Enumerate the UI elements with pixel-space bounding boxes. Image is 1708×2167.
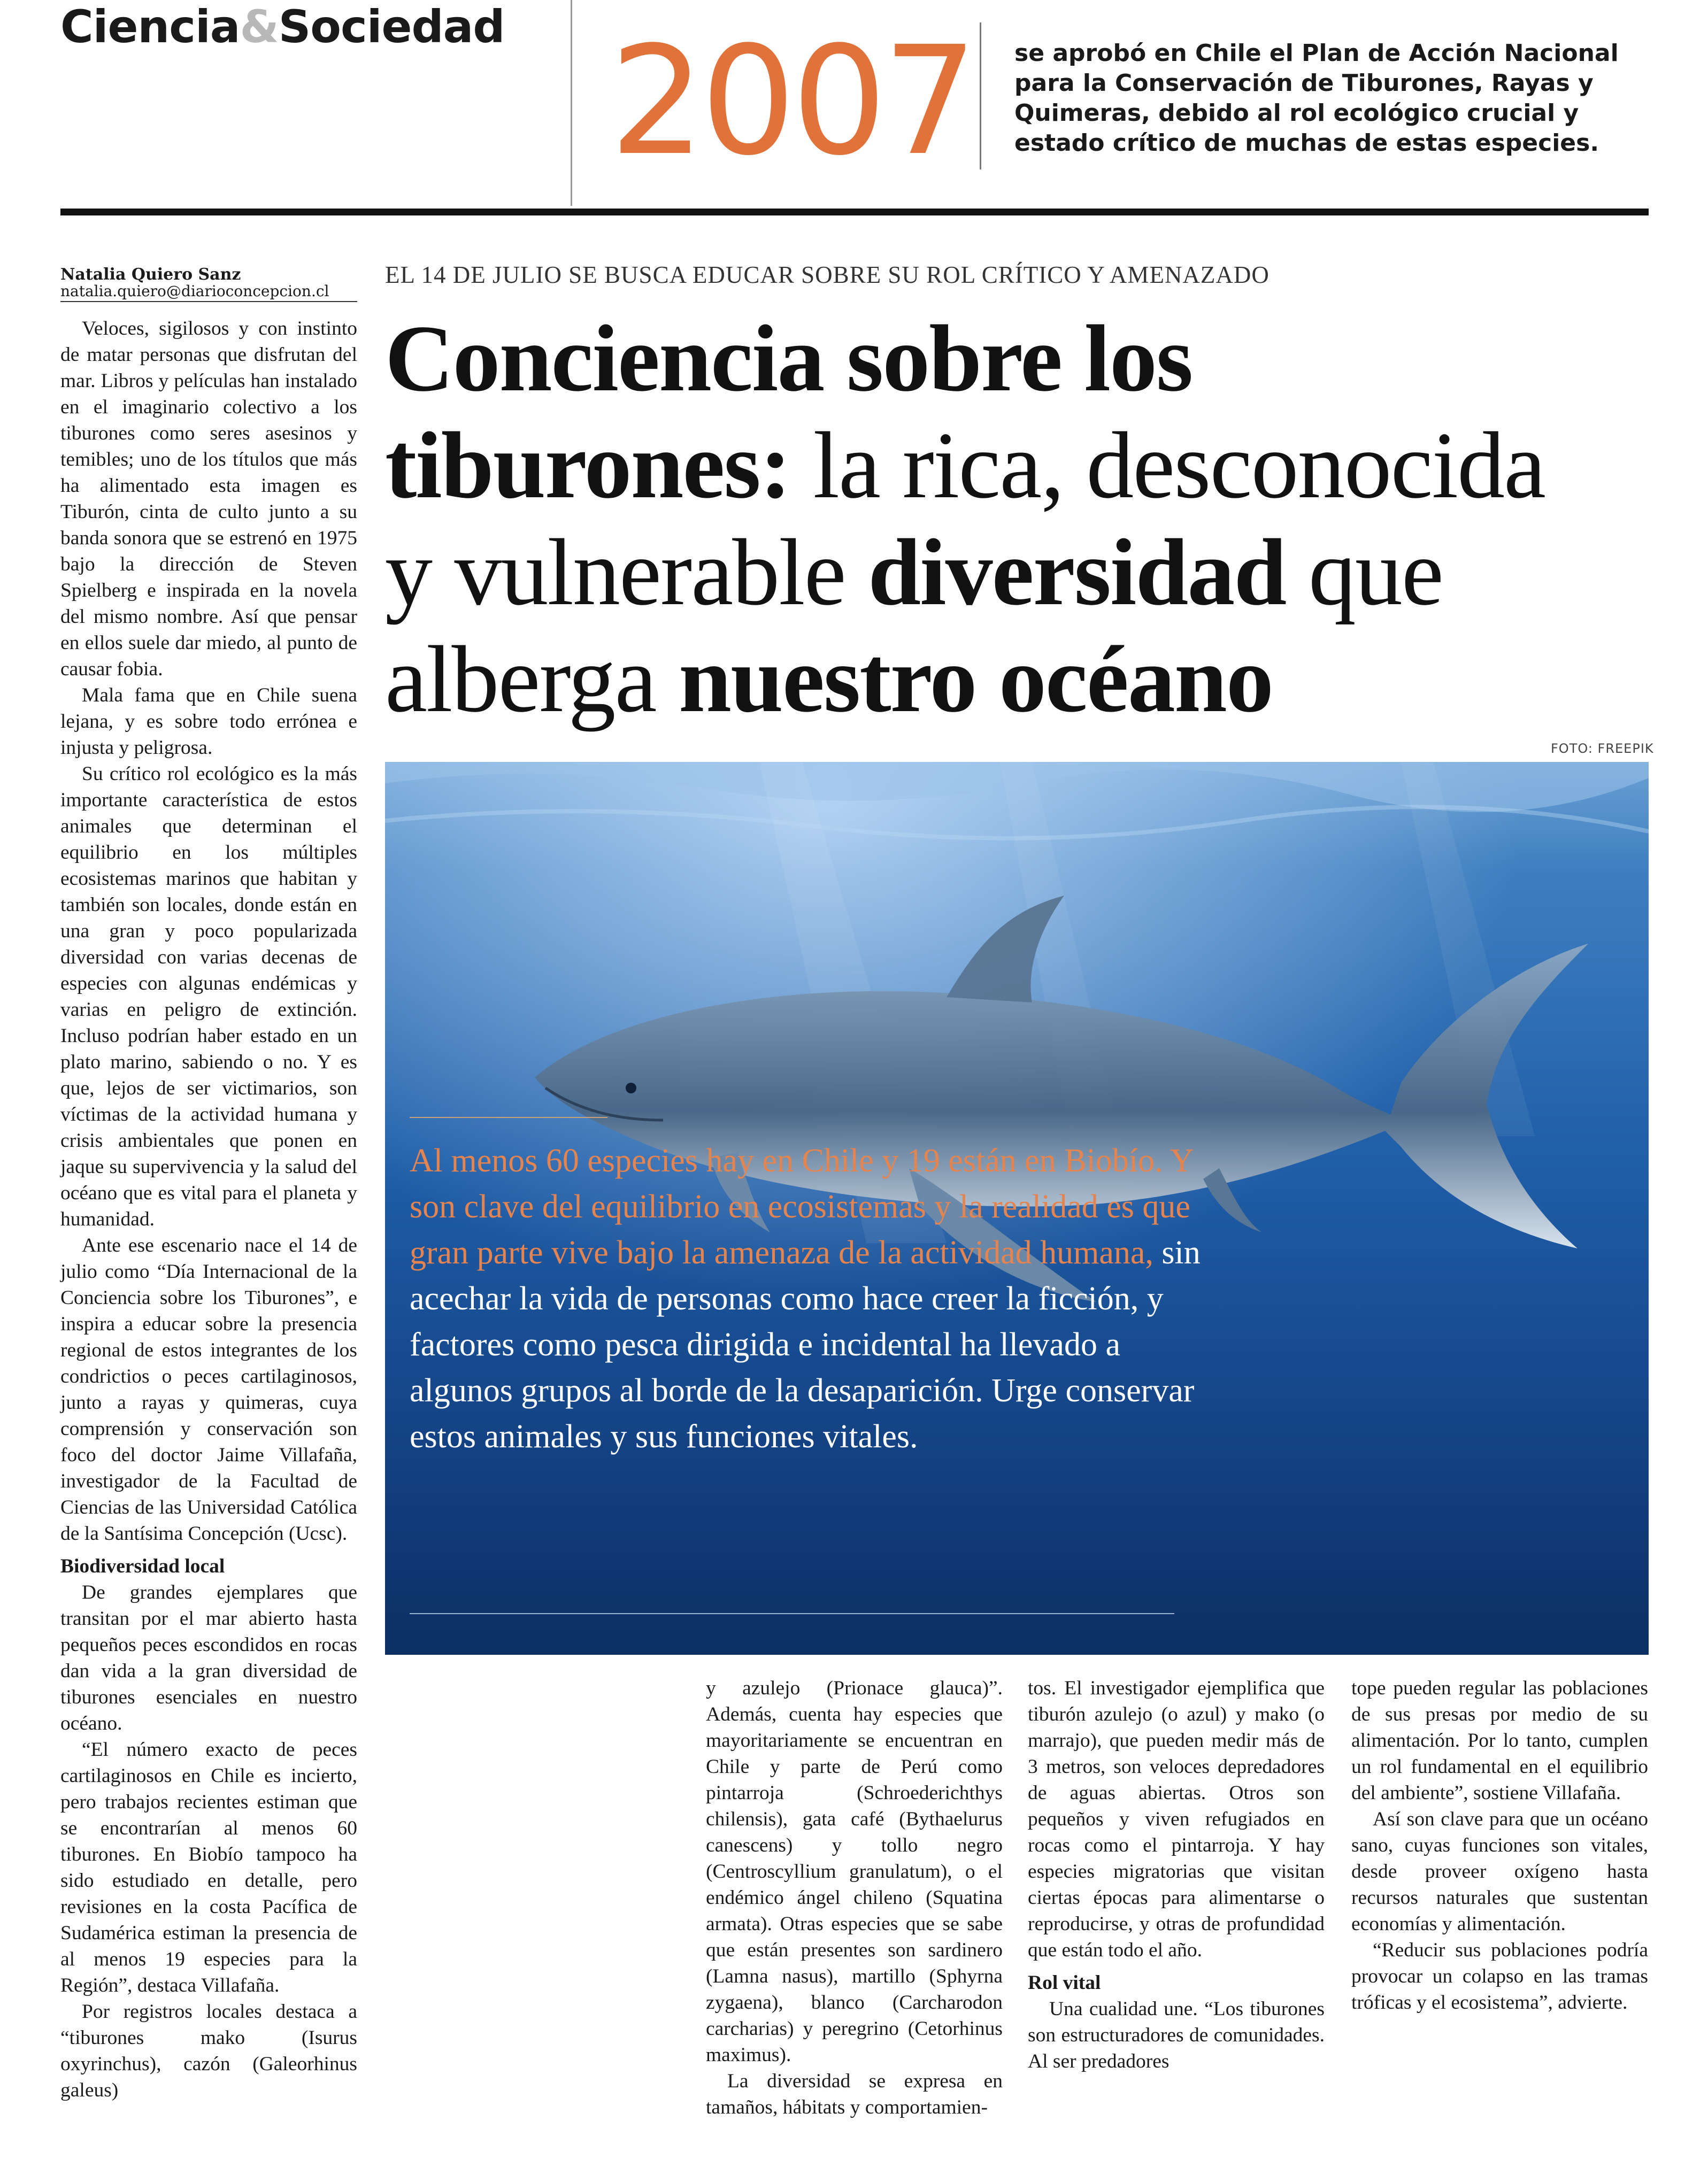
article-column-3 xyxy=(1028,1675,1325,2075)
section-ampersand: & xyxy=(240,1,279,53)
paragraph: Una cualidad une. “Los tiburones son estructuradores de comunidades. Al ser predadores xyxy=(1028,1998,1325,2072)
paragraph: tope pueden regular las poblaciones de sus presas por medio de su alimentación. Por lo tanto, cumplen un rol fundamental en el equilibrio del ambiente”, sostiene Villafaña. xyxy=(1351,1677,1648,1804)
pullquote-rule-top xyxy=(410,1117,607,1118)
paragraph: Mala fama que en Chile suena lejana, y es sobre todo errónea e injusta y peligrosa. xyxy=(60,684,357,759)
article-column-2 xyxy=(706,1675,1003,2120)
pullquote-rule-bottom xyxy=(410,1613,1174,1614)
headline-bold-tiburones: tiburones: xyxy=(385,412,791,518)
paragraph: Por registros locales destaca a “tiburones mako (Isurus oxyrinchus), cazón (Galeorhinus galeus) xyxy=(60,2001,357,2101)
paragraph: tos. El investigador ejemplifica que tiburón azulejo (o azul) y mako (o marrajo), que pueden medir más de 3 metros, son veloces depredadores de aguas abiertas. Otros son pequeños y viven refugiados en rocas como el pintarroja. Y hay especies migratorias que visitan ciertas épocas para alimentarse o reproducirse, y otras de profundidad que están todo el año. xyxy=(1028,1677,1325,1961)
article-column-4 xyxy=(1351,1675,1648,2016)
header-rule xyxy=(60,209,1649,215)
paragraph: Ante ese escenario nace el 14 de julio como “Día Internacional de la Conciencia sobre los Tiburones”, e inspira a educar sobre la presencia regional de estos integrantes de los condrictios o peces cartilaginosos, junto a rayas y quimeras, cuya comprensión y conservación son foco del doctor Jaime Villafaña, investigador de la Facultad de Ciencias de las Universidad Católica de la Santísima Concepción (Ucsc). xyxy=(60,1235,357,1545)
paragraph: Veloces, sigilosos y con instinto de matar personas que disfrutan del mar. Libros y películas han instalado en el imaginario colectivo a los tiburones como seres asesinos y temibles; uno de los títulos que más ha alimentado esta imagen es Tiburón, cinta de culto junto a su banda sonora que se estrenó en 1975 bajo la dirección de Steven Spielberg e inspirada en la novela del mismo nombre. Así que pensar en ellos suele dar miedo, al punto de causar fobia. xyxy=(60,318,357,680)
paragraph: “Reducir sus poblaciones podría provocar un colapso en las tramas tróficas y el ecosistema”, advierte. xyxy=(1351,1939,1648,2014)
article-column-1 xyxy=(60,315,357,2103)
pullquote-body: sin acechar la vida de personas como hace creer la ficción, y factores como pesca dirigida e incidental ha llevado a algunos grupos al borde de la desaparición. Urge conservar estos animales y sus funciones vitales. xyxy=(410,1235,1201,1455)
header-divider-right xyxy=(980,22,981,169)
headline-line-3: y vulnerable xyxy=(385,519,868,625)
paragraph: La diversidad se expresa en tamaños, hábitats y comportamien- xyxy=(706,2070,1003,2118)
paragraph: y azulejo (Prionace glauca)”. Además, cuenta hay especies que mayoritariamente se encuentran en Chile y parte de Perú como pintarroja (Schroederichthys chilensis), gata café (Bythaelurus canescens) y tollo negro (Centroscyllium granulatum), o el endémico ángel chileno (Squatina armata). Otras especies que se sabe que están presentes son sardinero (Lamna nasus), martillo (Sphyrna zygaena), blanco (Carcharodon carcharias) y peregrino (Cetorhinus maximus). xyxy=(706,1677,1003,2066)
headline-bold-diversidad: diversidad xyxy=(868,519,1286,625)
section-word-sociedad: Sociedad xyxy=(278,1,505,53)
paragraph: “El número exacto de peces cartilaginosos en Chile es incierto, pero trabajos recientes estiman que se encontrarían al menos 60 tiburones. En Biobío tampoco ha sido estudiado en detalle, pero revisiones en la costa Pacífica de Sudamérica estiman la presencia de al menos 19 especies para la Región”, destaca Villafaña. xyxy=(60,1739,357,1996)
paragraph: Así son clave para que un océano sano, cuyas funciones son vitales, desde proveer oxígeno hasta recursos naturales que sustentan economías y alimentación. xyxy=(1351,1808,1648,1935)
author-email[interactable]: natalia.quiero@diarioconcepcion.cl xyxy=(60,282,329,300)
pullquote xyxy=(410,1138,1201,1460)
subhead-rol-vital: Rol vital xyxy=(1028,1972,1101,1994)
photo-credit: FOTO: FREEPIK xyxy=(1551,741,1654,756)
pullquote-highlight: Al menos 60 especies hay en Chile y 19 están en Biobío. Y son clave del equilibrio en ecosistemas y la realidad es que gran parte vive bajo la amenaza de la actividad humana, xyxy=(410,1143,1193,1271)
header-year: 2007 xyxy=(610,14,974,189)
author-name: Natalia Quiero Sanz xyxy=(60,265,241,284)
header-year-note: se aprobó en Chile el Plan de Acción Nacional para la Conservación de Tiburones, Rayas y Quimeras, debido al rol ecológico crucial y estado crítico de muchas de estas especies. xyxy=(1014,40,1619,157)
headline-bold-oceano: nuestro océano xyxy=(679,626,1273,732)
headline-line-2: la rica, desconocida xyxy=(790,412,1545,518)
section-word-ciencia: Ciencia xyxy=(60,1,240,53)
headline-line-4: alberga xyxy=(385,626,679,732)
byline-rule xyxy=(60,301,357,302)
paragraph: Su crítico rol ecológico es la más importante característica de estos animales que determinan el equilibrio en los múltiples ecosistemas marinos que habitan y también son locales, donde están en una gran y poco popularizada diversidad con varias decenas de especies con algunas endémicas y varias en peligro de extinción. Incluso podrían haber estado en un plato marino, sabiendo o no. Y es que, lejos de ser victimarios, son víctimas de la actividad humana y crisis ambientales que ponen en jaque su supervivencia y la salud del océano que es vital para el planeta y humanidad. xyxy=(60,763,357,1230)
headline-line-1: Conciencia sobre los xyxy=(385,305,1192,411)
header-divider-left xyxy=(571,0,572,206)
section-title xyxy=(60,0,504,53)
article-headline xyxy=(385,305,1663,732)
article-kicker: EL 14 DE JULIO SE BUSCA EDUCAR SOBRE SU ROL CRÍTICO Y AMENAZADO xyxy=(385,261,1270,288)
paragraph: De grandes ejemplares que transitan por el mar abierto hasta pequeños peces escondidos en rocas dan vida a la gran diversidad de tiburones esenciales en nuestro océano. xyxy=(60,1582,357,1734)
subhead-biodiversidad: Biodiversidad local xyxy=(60,1555,225,1577)
headline-que: que xyxy=(1286,519,1443,625)
